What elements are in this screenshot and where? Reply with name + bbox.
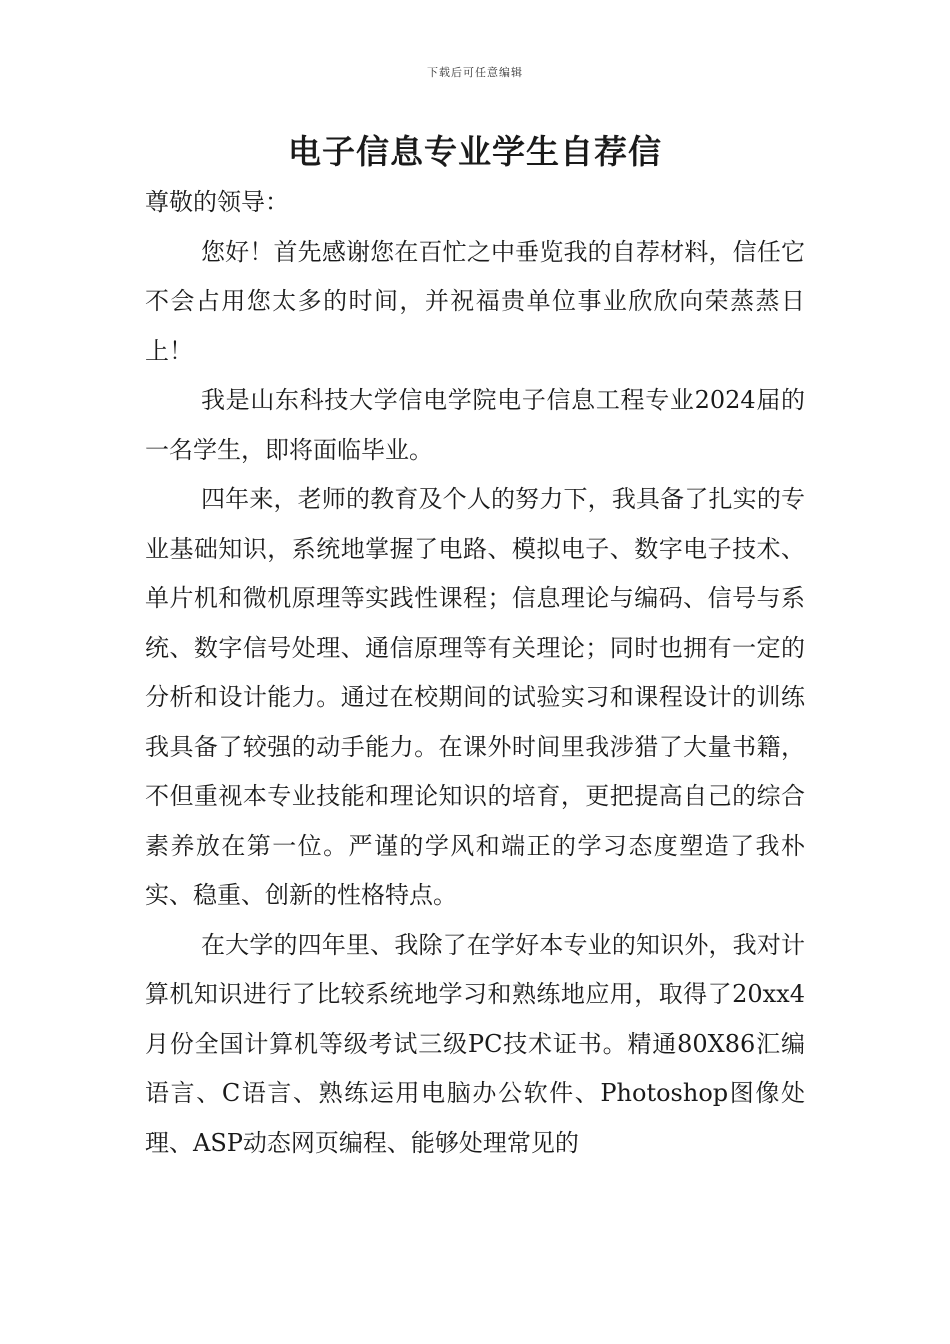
greeting: 尊敬的领导： [145,188,289,216]
document-title: 电子信息专业学生自荐信 [288,132,662,171]
header-note: 下载后可任意编辑 [427,66,523,79]
paragraph-2: 我是山东科技大学信电学院电子信息工程专业2024届的一名学生，即将面临毕业。 [145,386,805,464]
paragraph-3: 四年来，老师的教育及个人的努力下，我具备了扎实的专业基础知识，系统地掌握了电路、模拟电子、数字电子技术、单片机和微机原理等实践性课程；信息理论与编码、信号与系统、数字信号处理、通信原理等有关理论；同时也拥有一定的分析和设计能力。通过在校期间的试验实习和课程设计的训练我具备了较强的动手能力。在课外时间里我涉猎了大量书籍，不但重视本专业技能和理论知识的培育，更把提高自己的综合素养放在第一位。严谨的学风和端正的学习态度塑造了我朴实、稳重、创新的性格特点。 [145,485,805,909]
paragraph-4: 在大学的四年里、我除了在学好本专业的知识外，我对计算机知识进行了比较系统地学习和熟练地应用，取得了20xx4月份全国计算机等级考试三级PC技术证书。精通80X86汇编语言、C语言、熟练运用电脑办公软件、Photoshop图像处理、ASP动态网页编程、能够处理常见的 [145,930,805,1157]
paragraph-1: 您好！首先感谢您在百忙之中垂览我的自荐材料，信任它不会占用您太多的时间，并祝福贵单位事业欣欣向荣蒸蒸日上！ [145,237,805,365]
letter-body [145,178,805,1168]
